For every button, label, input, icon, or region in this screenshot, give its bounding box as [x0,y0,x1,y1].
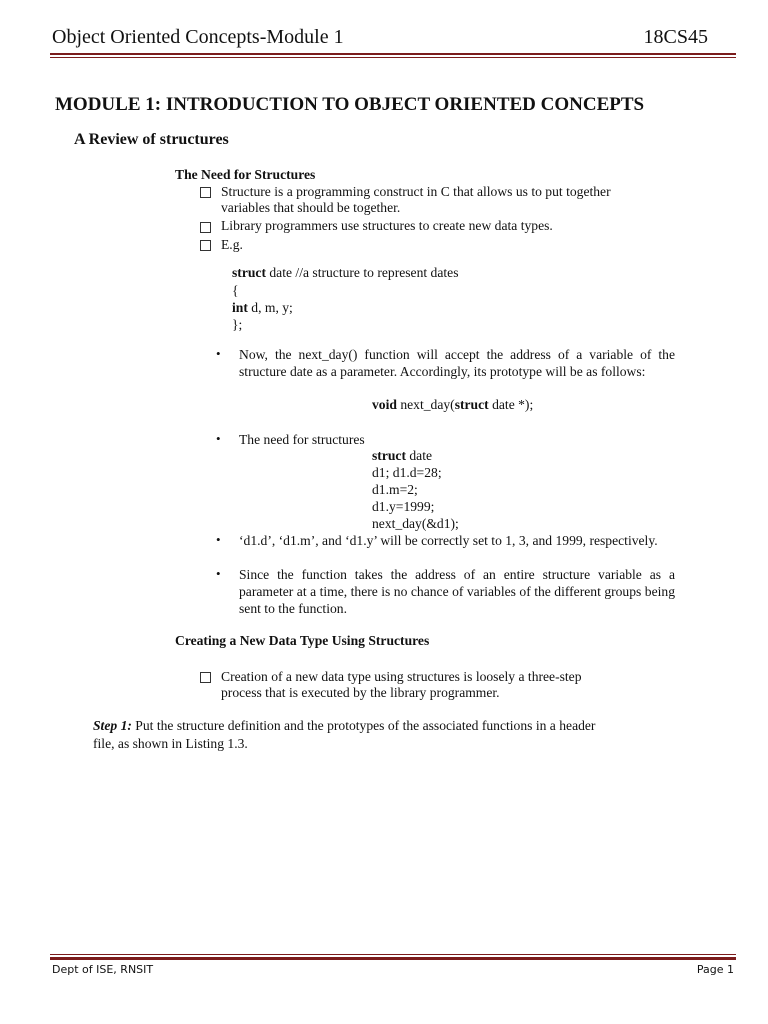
code-line: next_day(&d1); [372,516,459,531]
page-title: MODULE 1: INTRODUCTION TO OBJECT ORIENTED CONCEPTS [55,94,645,115]
header-course-code: 18CS45 [643,26,708,48]
box-item-continued: variables that should be together. [221,200,401,215]
checkbox-icon [200,670,211,688]
code-line: d1.y=1999; [372,499,435,514]
subheading-need-for-structures: The Need for Structures [175,167,316,182]
footer-department: Dept of ISE, RNSIT [52,963,154,976]
checkbox-icon [200,238,211,256]
code-line: d1.m=2; [372,482,418,497]
footer-rule [50,957,736,960]
step-1-text: Step 1: Put the structure definition and the prototypes of the associated functions in a header [93,718,596,733]
checkbox-icon [200,185,211,203]
bullet-text: ‘d1.d’, ‘d1.m’, and ‘d1.y’ will be correctly set to 1, 3, and 1999, respectively. [239,533,658,548]
subheading-new-data-type: Creating a New Data Type Using Structures [175,633,430,648]
code-line: d1; d1.d=28; [372,465,442,480]
bullet-text: The need for structures [239,432,365,447]
bullet-icon: • [216,532,221,547]
box-item: Library programmers use structures to create new data types. [221,218,553,233]
code-line: struct date //a structure to represent dates [232,265,459,280]
bullet-icon: • [216,346,221,361]
code-line: }; [232,317,243,332]
code-line: { [232,283,239,298]
header-title: Object Oriented Concepts-Module 1 [52,26,344,48]
bullet-icon: • [216,566,221,581]
box-item: E.g. [221,237,243,252]
footer-rule-thin [50,954,736,955]
header-rule [50,53,736,55]
box-item: Creation of a new data type using structures is loosely a three-step [221,669,582,684]
footer-page-number: Page 1 [696,963,734,976]
section-heading-review: A Review of structures [74,131,229,148]
bullet-text: Now, the next_day() function will accept the address of a variable of the structure date as a parameter. Accordingly, its prototype will be as follows: [239,347,675,379]
header-rule-thin [50,57,736,58]
code-line: int d, m, y; [232,300,293,315]
box-item: Structure is a programming construct in C that allows us to put together [221,184,611,199]
bullet-text: Since the function takes the address of an entire structure variable as a parameter at a time, there is no chance of variables of the different groups being sent to the function. [239,567,675,616]
code-line: struct date [372,448,433,463]
checkbox-icon [200,220,211,238]
prototype-line: void next_day(struct date *); [372,397,534,412]
bullet-icon: • [216,431,221,446]
box-item-continued: process that is executed by the library programmer. [221,685,500,700]
step-1-text-continued: file, as shown in Listing 1.3. [93,736,248,751]
